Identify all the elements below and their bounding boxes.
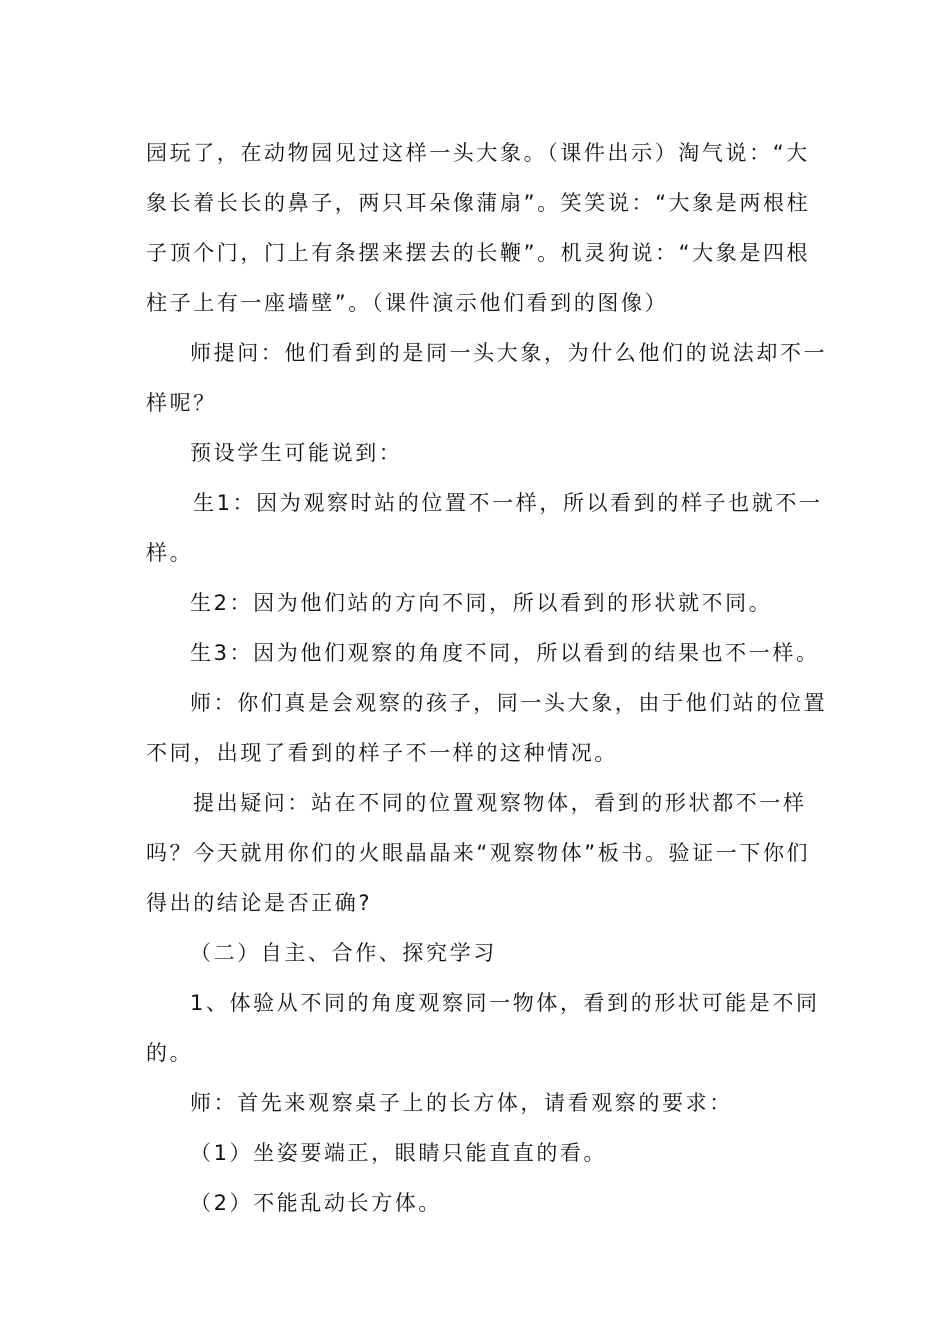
paragraph-line: 师：你们真是会观察的孩子，同一头大象，由于他们站的位置: [190, 691, 828, 715]
list-item: （1）坐姿要端正，眼睛只能直直的看。: [190, 1141, 608, 1165]
paragraph-line: 生1：因为观察时站的位置不一样，所以看到的样子也就不一: [193, 491, 823, 515]
list-item: （2）不能乱动长方体。: [190, 1191, 442, 1215]
paragraph-line: 师提问：他们看到的是同一头大象，为什么他们的说法却不一: [190, 341, 828, 365]
paragraph-line: 预设学生可能说到：: [190, 441, 403, 465]
paragraph-line: 的。: [146, 1041, 194, 1065]
section-heading: （二）自主、合作、探究学习: [190, 941, 497, 965]
paragraph-line: 生2：因为他们站的方向不同，所以看到的形状就不同。: [190, 591, 773, 615]
paragraph-line: 得出的结论是否正确?: [146, 891, 373, 915]
paragraph-line: 提出疑问：站在不同的位置观察物体，看到的形状都不一样: [193, 791, 807, 815]
paragraph-line: 园玩了，在动物园见过这样一头大象。（课件出示）淘气说：“大: [146, 141, 810, 165]
paragraph-line: 样呢？: [146, 391, 217, 415]
paragraph-line: 师：首先来观察桌子上的长方体，请看观察的要求：: [190, 1091, 733, 1115]
paragraph-line: 生3：因为他们观察的角度不同，所以看到的结果也不一样。: [190, 641, 820, 665]
paragraph-line: 吗？今天就用你们的火眼晶晶来“观察物体”板书。验证一下你们: [146, 841, 811, 865]
paragraph-line: 象长着长长的鼻子，两只耳朵像蒲扇”。笑笑说：“大象是两根柱: [146, 191, 811, 215]
paragraph-line: 柱子上有一座墙壁”。（课件演示他们看到的图像）: [146, 291, 669, 315]
paragraph-line: 1、体验从不同的角度观察同一物体，看到的形状可能是不同: [190, 991, 820, 1015]
paragraph-line: 样。: [146, 541, 194, 565]
paragraph-line: 不同，出现了看到的样子不一样的这种情况。: [146, 741, 618, 765]
paragraph-line: 子顶个门，门上有条摆来摆去的长鞭”。机灵狗说：“大象是四根: [146, 241, 811, 265]
